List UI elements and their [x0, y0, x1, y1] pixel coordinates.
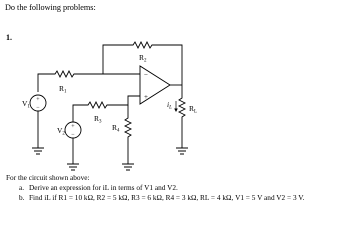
v1-plus-sign: + — [36, 97, 40, 103]
rl-ground — [176, 148, 188, 154]
v1-ground — [32, 148, 44, 154]
question-intro: For the circuit shown above: — [6, 173, 90, 182]
v2-ground — [67, 164, 79, 170]
v1-minus-sign: − — [36, 105, 40, 111]
part-a-text: Derive an expression for iL in terms of V1 and V2. — [29, 183, 178, 192]
rl-resistor — [179, 92, 185, 148]
op-amp-minus: − — [144, 71, 148, 79]
r4-label: $R_4$ — [112, 123, 120, 134]
r2-resistor — [103, 42, 182, 92]
inverting-input-wire — [103, 49, 140, 74]
part-b-text: Find iL if R1 = 10 kΩ, R2 = 5 kΩ, R3 = 6 kΩ, R4 = 3 kΩ, RL = 4 kΩ, V1 = 5 V and V2 = 3 V. — [29, 193, 305, 202]
r4-resistor — [125, 105, 131, 164]
question-part-a — [19, 184, 178, 191]
r1-resistor — [38, 71, 103, 92]
v1-label: $V_1$ — [22, 99, 30, 110]
part-b-letter: b. — [19, 193, 25, 202]
problem-number: 1. — [6, 33, 12, 42]
v2-label: $V_2$ — [57, 126, 65, 137]
il-label: $i_L$ — [167, 100, 172, 111]
r2-label: $R_2$ — [139, 53, 147, 64]
rl-label: $R_L$ — [189, 104, 198, 115]
r3-label: $R_3$ — [94, 114, 102, 125]
page-heading: Do the following problems: — [5, 3, 96, 12]
r1-label: $R_1$ — [59, 84, 67, 95]
op-amp-plus: + — [144, 93, 148, 101]
r3-resistor — [73, 96, 140, 112]
part-a-letter: a. — [19, 183, 25, 192]
v2-minus-sign: − — [71, 132, 75, 138]
v2-plus-sign: + — [71, 124, 75, 130]
question-part-b — [19, 194, 304, 201]
r4-ground — [122, 164, 134, 170]
